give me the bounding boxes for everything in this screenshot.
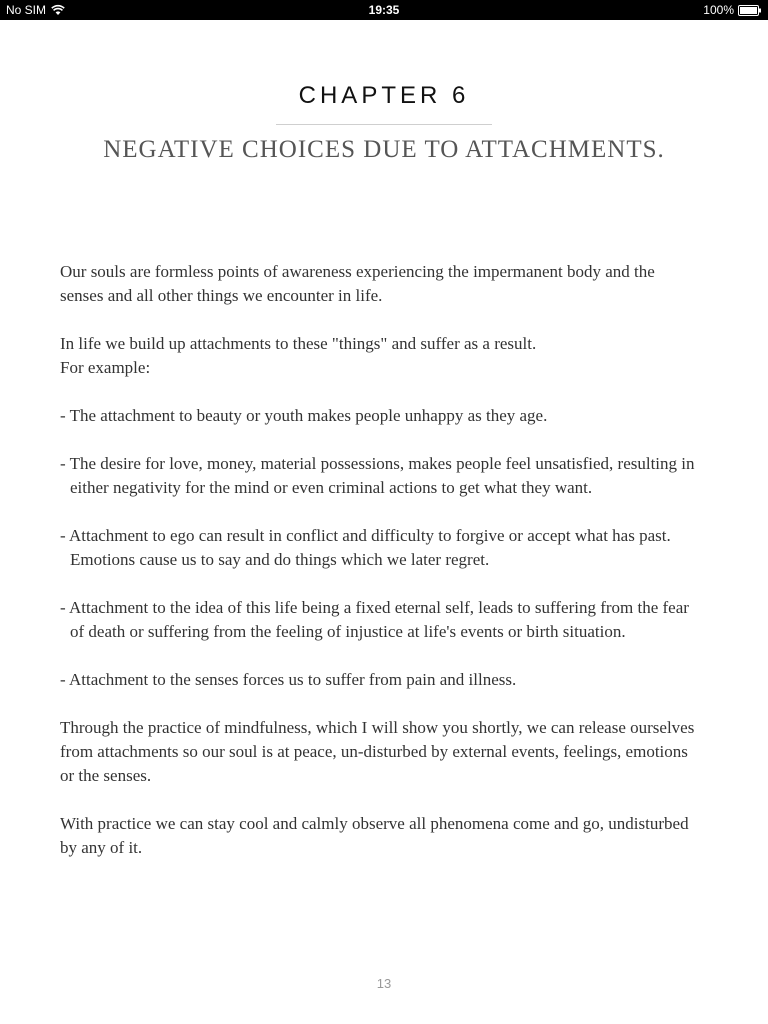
paragraph: With practice we can stay cool and calmly observe all phenomena come and go, undisturbed by any of it.: [60, 814, 689, 857]
list-item: - Attachment to ego can result in conflict and difficulty to forgive or accept what has past. Emotions cause us to say and do things which we later regret.: [60, 526, 671, 569]
paragraph: For example:: [60, 358, 151, 377]
chapter-label: CHAPTER 6: [298, 82, 470, 109]
paragraph: In life we build up attachments to these "things" and suffer as a result.: [60, 334, 537, 353]
status-right: [703, 3, 762, 17]
chapter-divider: [276, 124, 492, 125]
list-item: - Attachment to the idea of this life being a fixed eternal self, leads to suffering from the fear of death or suffering from the feeling of injustice at life's events or birth situation.: [60, 598, 689, 641]
battery-icon: [738, 5, 762, 16]
carrier-label: No SIM: [6, 3, 47, 17]
page-content: [60, 260, 700, 884]
paragraph: Our souls are formless points of awareness experiencing the impermanent body and the senses and all other things we encounter in life.: [60, 262, 655, 305]
list-item: - Attachment to the senses forces us to suffer from pain and illness.: [60, 670, 517, 689]
list-item: - The attachment to beauty or youth makes people unhappy as they age.: [60, 406, 548, 425]
page-number: 13: [376, 976, 392, 991]
chapter-title: NEGATIVE CHOICES DUE TO ATTACHMENTS.: [103, 136, 665, 163]
status-time: 19:35: [368, 3, 400, 17]
battery-percent: 100%: [703, 3, 734, 17]
status-bar: [0, 0, 768, 20]
list-item: - The desire for love, money, material possessions, makes people feel unsatisfied, resulting in either negativity for the mind or even criminal actions to get what they want.: [60, 454, 695, 497]
paragraph: Through the practice of mindfulness, which I will show you shortly, we can release ourselves from attachments so our soul is at peace, un-disturbed by external events, feelings, emotions or the senses.: [60, 718, 695, 785]
